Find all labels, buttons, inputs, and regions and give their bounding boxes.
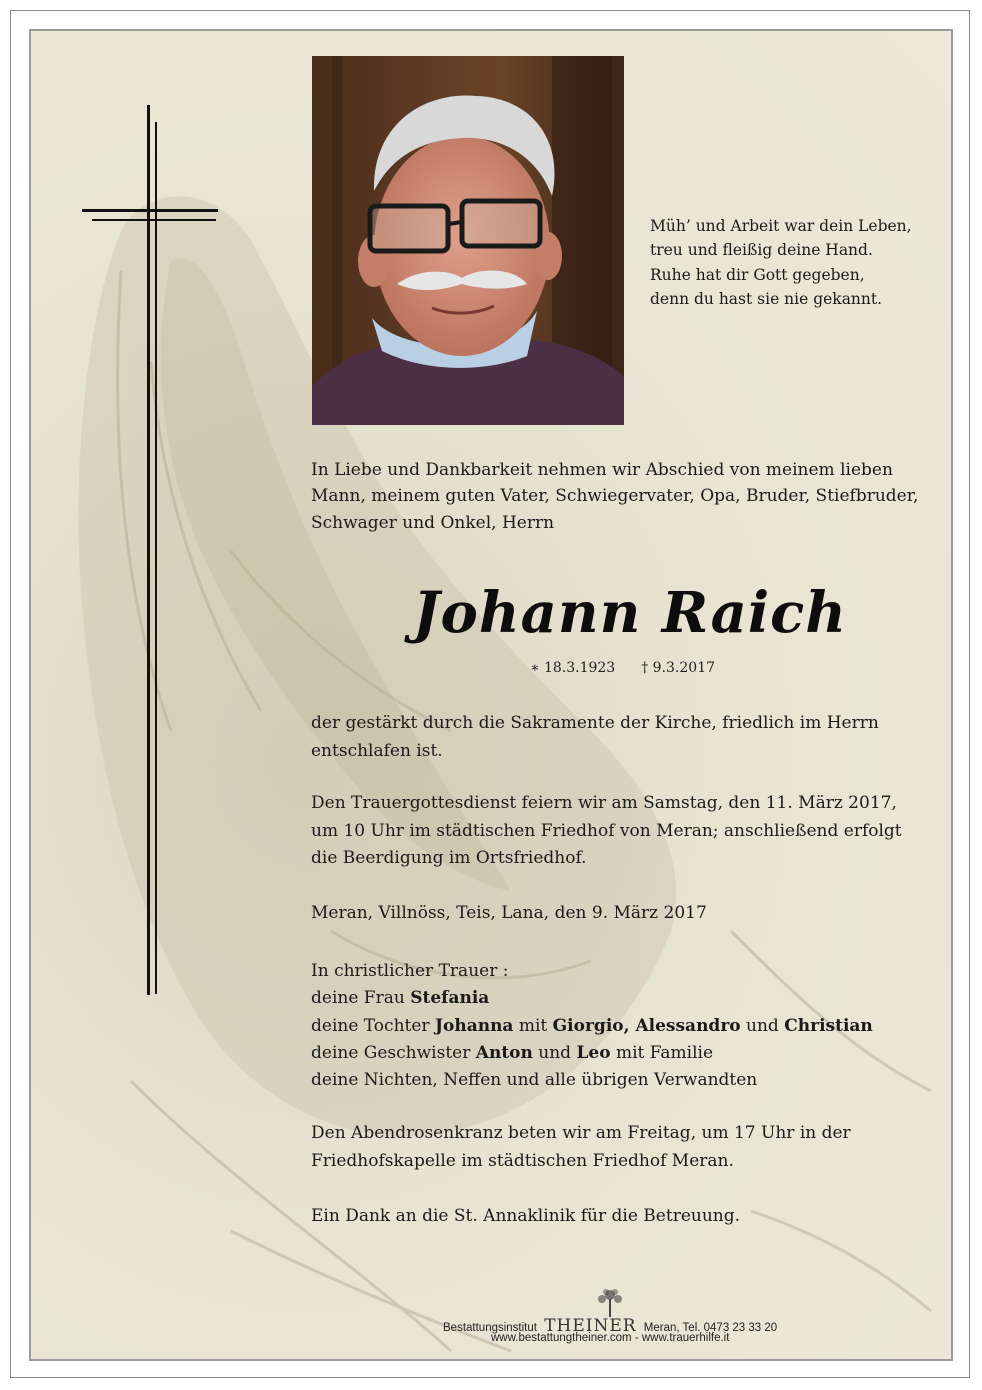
mourners-heading: In christlicher Trauer : [311, 961, 509, 981]
place-date [311, 900, 951, 928]
mourner-wife: deine Frau Stefania [311, 988, 490, 1009]
text-line: Den Trauergottesdienst feiern wir am Samstag, den 11. März 2017, [311, 793, 897, 813]
cross-horizontal-bar-inner [92, 219, 216, 221]
text-line: Meran, Villnöss, Teis, Lana, den 9. März 2017 [311, 903, 707, 923]
text-line: entschlafen ist. [311, 740, 443, 761]
poem-line: treu und fleißig deine Hand. [650, 241, 873, 260]
intro-line: Schwager und Onkel, Herrn [311, 512, 555, 533]
poem [650, 214, 912, 311]
paragraph-service [311, 790, 951, 873]
portrait-photo [312, 56, 624, 425]
footer-web: www.bestattungtheiner.com - www.trauerhilfe.it [491, 1332, 730, 1344]
footer-contact: Meran, Tel. 0473 23 33 20 [643, 1322, 778, 1334]
tree-logo-icon [590, 1287, 630, 1319]
cross-vertical-bar-inner [155, 122, 157, 994]
mourners-list [311, 958, 951, 1094]
mourner-siblings: deine Geschwister Anton und Leo mit Familie [311, 1042, 714, 1063]
cross-horizontal-bar [82, 209, 218, 212]
text-line: Friedhofskapelle im städtischen Friedhof Meran. [311, 1150, 734, 1171]
paragraph-thanks [311, 1203, 951, 1231]
intro-text [311, 457, 951, 536]
paragraph-rosary [311, 1120, 951, 1175]
intro-line: In Liebe und Dankbarkeit nehmen wir Abschied von meinem lieben [311, 460, 893, 480]
life-dates [530, 660, 741, 676]
footer-institute: Bestattungsinstitut [443, 1322, 537, 1334]
footer-brand: THEINER [544, 1316, 637, 1336]
text-line: Ein Dank an die St. Annaklinik für die Betreuung. [311, 1206, 741, 1226]
cross-vertical-bar [147, 105, 150, 995]
poem-line: Müh’ und Arbeit war dein Leben, [650, 217, 912, 235]
text-line: der gestärkt durch die Sakramente der Kirche, friedlich im Herrn [311, 713, 879, 733]
intro-line: Mann, meinem guten Vater, Schwiegervater, Opa, Bruder, Stiefbruder, [311, 486, 919, 507]
mourner-others: deine Nichten, Neffen und alle übrigen Verwandten [311, 1070, 758, 1091]
birth-date: ∗ 18.3.1923 [530, 660, 616, 676]
text-line: Den Abendrosenkranz beten wir am Freitag, um 17 Uhr in der [311, 1123, 851, 1143]
paragraph-sacraments [311, 710, 951, 765]
mourner-daughter: deine Tochter Johanna mit Giorgio, Alessandro und Christian [311, 1015, 873, 1036]
deceased-name: Johann Raich [413, 580, 847, 646]
poem-line: denn du hast sie nie gekannt. [650, 289, 883, 308]
death-date: † 9.3.2017 [641, 660, 716, 676]
text-line: die Beerdigung im Ortsfriedhof. [311, 848, 587, 868]
poem-line: Ruhe hat dir Gott gegeben, [650, 265, 865, 284]
text-line: um 10 Uhr im städtischen Friedhof von Meran; anschließend erfolgt [311, 820, 902, 841]
